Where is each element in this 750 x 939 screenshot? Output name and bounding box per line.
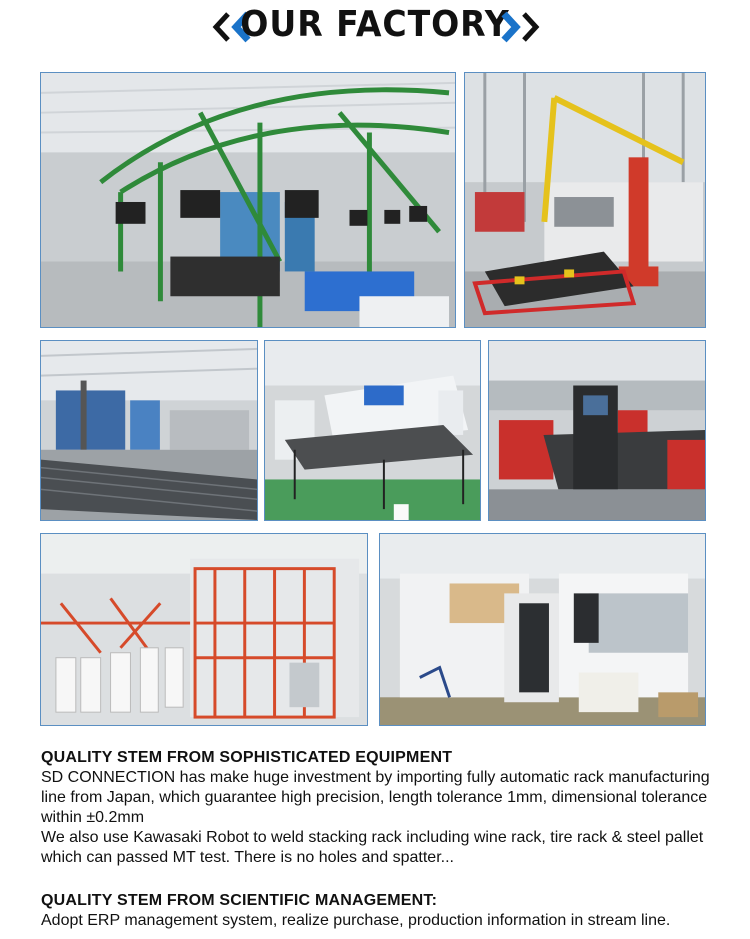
photo-mazak-laser-cutter [379,533,706,726]
equipment-paragraph-2: We also use Kawasaki Robot to weld stacking rack including wine rack, tire rack & steel pallet which can passed MT test. There is no holes and spatter... [41,829,704,866]
equipment-heading: QUALITY STEM FROM SOPHISTICATED EQUIPMENT [41,749,453,766]
equipment-section [41,748,721,868]
management-heading: QUALITY STEM FROM SCIENTIFIC MANAGEMENT: [41,892,438,909]
photo-balance-crane-laser [464,72,706,328]
management-paragraph-1: Adopt ERP management system, realize purchase, production information in stream line. [41,912,671,929]
management-section [41,891,721,931]
photo-shot-blasting-machine [40,340,258,521]
photo-painting-booth [40,533,368,726]
photo-powder-coating-line [40,72,456,328]
page-header [0,0,750,58]
double-chevron-right-icon [498,10,544,44]
page-title: OUR FACTORY [240,4,510,45]
photo-plasma-cutting-machine [488,340,706,521]
photo-cnc-punching-machine [264,340,481,521]
equipment-paragraph-1: SD CONNECTION has make huge investment by importing fully automatic rack manufacturing line from Japan, which guarantee high precision, length tolerance 1mm, dimensional tolerance within ±0.2mm [41,769,710,826]
